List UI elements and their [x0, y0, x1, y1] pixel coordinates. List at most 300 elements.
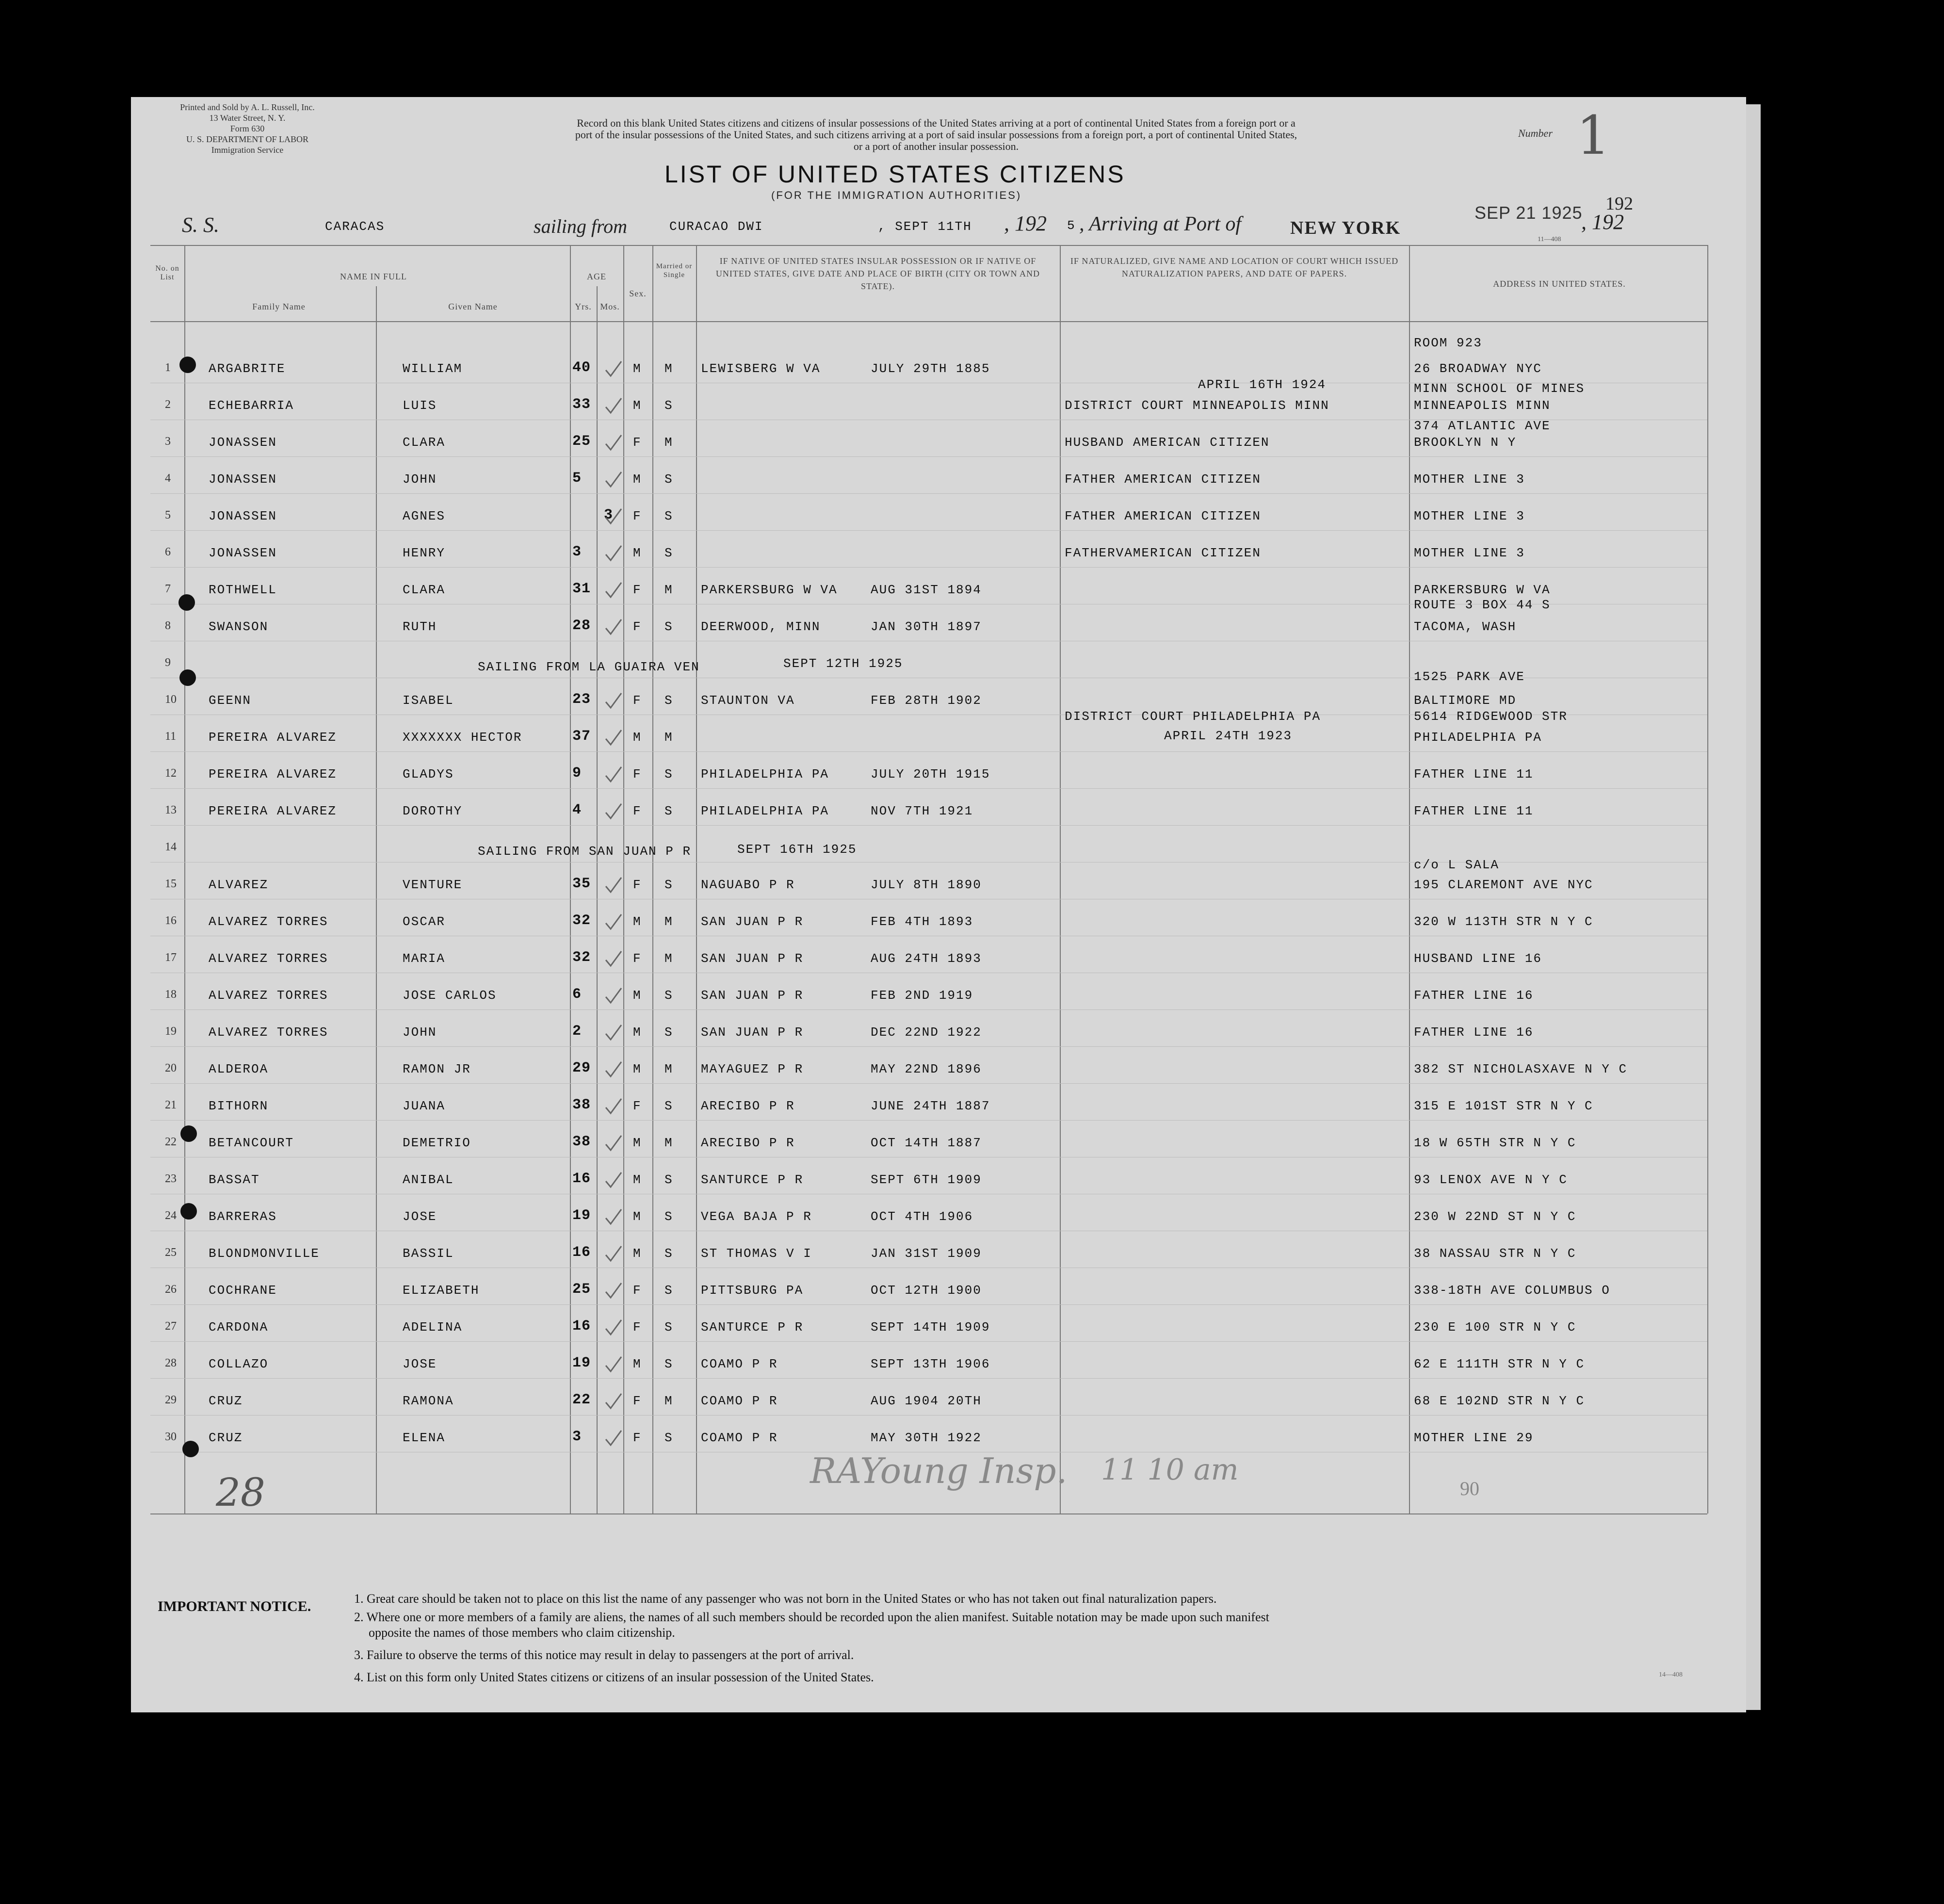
col-divider [597, 286, 598, 1513]
year-digit: 5 [1067, 218, 1076, 233]
row-rule [150, 1378, 1707, 1379]
sex: F [633, 1431, 642, 1445]
handwritten-time: 11 10 am [1101, 1453, 1239, 1487]
given-name: ELIZABETH [403, 1283, 480, 1298]
check-mark-icon [604, 802, 623, 821]
row-rule [150, 788, 1707, 789]
check-mark-icon [604, 912, 623, 932]
header-native: IF NATIVE OF UNITED STATES INSULAR POSSESSION OR IF NATIVE OF UNITED STATES, GIVE DATE AND PLACE OF BIRTH (CITY OR TOWN AND STATE). [715, 256, 1040, 291]
family-name: BITHORN [209, 1099, 269, 1113]
notice-item: 2. Where one or more members of a family are aliens, the names of all such members should be recorded upon the alien manifest. Suitable notation may be made upon such manifest [354, 1610, 1269, 1624]
birth-place: SAN JUAN P R [701, 1025, 804, 1040]
line-number: 18 [165, 988, 177, 1001]
line-number: 2 [165, 398, 171, 411]
row-rule [150, 1415, 1707, 1416]
check-mark-icon [604, 618, 623, 637]
header-name-in-full: NAME IN FULL [340, 272, 407, 281]
sex: F [633, 583, 642, 597]
given-name: ADELINA [403, 1320, 463, 1334]
sex: F [633, 693, 642, 708]
marital-status: S [664, 1431, 673, 1445]
naturalization-court: DISTRICT COURT PHILADELPHIA PA [1065, 709, 1321, 724]
address: 382 ST NICHOLASXAVE N Y C [1414, 1062, 1628, 1076]
address: PARKERSBURG W VA [1414, 583, 1551, 597]
line-number: 22 [165, 1136, 177, 1148]
family-name: COCHRANE [209, 1283, 277, 1298]
birth-place: VEGA BAJA P R [701, 1209, 812, 1224]
col-divider [184, 245, 185, 1513]
age-years: 31 [572, 581, 591, 597]
marital-status: S [664, 804, 673, 818]
address-extra: ROOM 923 [1414, 336, 1482, 350]
age-years: 33 [572, 396, 591, 413]
birth-date: AUG 1904 20TH [871, 1394, 982, 1408]
family-name: JONASSEN [209, 435, 277, 450]
sex: M [633, 730, 642, 745]
table-bottom-rule [150, 1513, 1707, 1514]
given-name: JOSE CARLOS [403, 988, 497, 1003]
age-years: 23 [572, 691, 591, 708]
marital-status: S [664, 509, 673, 523]
address: BROOKLYN N Y [1414, 435, 1517, 450]
birth-date: JULY 20TH 1915 [871, 767, 990, 781]
birth-date: JULY 8TH 1890 [871, 878, 982, 892]
punch-hole [178, 594, 195, 611]
sex: F [633, 1099, 642, 1113]
birth-date: AUG 24TH 1893 [871, 951, 982, 966]
line-number: 8 [165, 619, 171, 632]
birth-place: ST THOMAS V I [701, 1246, 812, 1261]
pencil-note: 90 [1460, 1478, 1479, 1499]
check-mark-icon [604, 507, 623, 526]
birth-date: AUG 31ST 1894 [871, 583, 982, 597]
sailing-date: , SEPT 11TH [878, 219, 972, 234]
line-number: 5 [165, 509, 171, 521]
header-naturalized: IF NATURALIZED, GIVE NAME AND LOCATION OF COURT WHICH ISSUED NATURALIZATION PAPERS, AND DATE OF PAPERS. [1070, 256, 1399, 278]
marital-status: M [664, 914, 673, 929]
marital-status: M [664, 583, 673, 597]
marital-status: M [664, 1136, 673, 1150]
address: MOTHER LINE 29 [1414, 1431, 1534, 1445]
family-name: PEREIRA ALVAREZ [209, 730, 337, 745]
given-name: MARIA [403, 951, 446, 966]
check-mark-icon [604, 1207, 623, 1227]
header-given-name: Given Name [448, 302, 498, 311]
check-mark-icon [604, 1355, 623, 1374]
age-years: 28 [572, 618, 591, 634]
ship-name: CARACAS [325, 219, 385, 234]
marital-status: M [664, 361, 673, 376]
naturalization: DISTRICT COURT MINNEAPOLIS MINN [1065, 398, 1329, 413]
port-to: NEW YORK [1290, 218, 1401, 238]
check-mark-icon [604, 1097, 623, 1116]
line-number: 10 [165, 693, 177, 706]
row-rule [150, 1009, 1707, 1010]
check-mark-icon [604, 691, 623, 711]
sex: F [633, 1320, 642, 1334]
family-name: COLLAZO [209, 1357, 269, 1371]
marital-status: S [664, 693, 673, 708]
check-mark-icon [604, 876, 623, 895]
birth-date: JAN 30TH 1897 [871, 619, 982, 634]
age-years: 9 [572, 765, 582, 781]
family-name: PEREIRA ALVAREZ [209, 804, 337, 818]
given-name: DEMETRIO [403, 1136, 471, 1150]
col-divider [570, 245, 571, 1513]
given-name: CLARA [403, 435, 446, 450]
age-years: 4 [572, 802, 582, 818]
age-years: 3 [572, 544, 582, 560]
birth-place: NAGUABO P R [701, 878, 795, 892]
line-number: 11 [165, 730, 177, 743]
marital-status: M [664, 730, 673, 745]
marital-status: S [664, 1099, 673, 1113]
check-mark-icon [604, 396, 623, 416]
age-years: 32 [572, 949, 591, 966]
age-years: 16 [572, 1244, 591, 1261]
birth-date: NOV 7TH 1921 [871, 804, 973, 818]
family-name: CRUZ [209, 1394, 243, 1408]
arriving-label: , Arriving at Port of [1079, 213, 1242, 235]
line-number: 4 [165, 472, 171, 485]
sex: F [633, 435, 642, 450]
sex: M [633, 1062, 642, 1076]
naturalization: FATHERVAMERICAN CITIZEN [1065, 546, 1261, 560]
given-name: GLADYS [403, 767, 454, 781]
line-number: 1 [165, 361, 171, 374]
sex: M [633, 546, 642, 560]
family-name: ALVAREZ TORRES [209, 1025, 328, 1040]
given-name: HENRY [403, 546, 446, 560]
age-years: 16 [572, 1171, 591, 1187]
birth-date: JUNE 24TH 1887 [871, 1099, 990, 1113]
check-mark-icon [604, 1244, 623, 1264]
family-name: ALVAREZ TORRES [209, 914, 328, 929]
row-rule [150, 530, 1707, 531]
col-divider [376, 286, 377, 1513]
header-family-name: Family Name [252, 302, 306, 311]
address: 26 BROADWAY NYC [1414, 361, 1542, 376]
family-name: JONASSEN [209, 509, 277, 523]
check-mark-icon [604, 359, 623, 379]
age-months: 3 [604, 507, 614, 523]
line-number: 25 [165, 1246, 177, 1259]
page-subtitle: (FOR THE IMMIGRATION AUTHORITIES) [771, 189, 1022, 201]
page-title: LIST OF UNITED STATES CITIZENS [664, 161, 1126, 188]
sex: M [633, 988, 642, 1003]
address: 230 W 22ND ST N Y C [1414, 1209, 1576, 1224]
given-name: JUANA [403, 1099, 446, 1113]
row-rule [150, 493, 1707, 494]
form-code: 11—408 [1538, 236, 1561, 243]
naturalization-date: APRIL 16TH 1924 [1198, 377, 1327, 392]
family-name: ROTHWELL [209, 583, 277, 597]
address: FATHER LINE 11 [1414, 767, 1534, 781]
corner-year: 192 [1605, 194, 1633, 214]
check-mark-icon [604, 470, 623, 489]
marital-status: S [664, 767, 673, 781]
family-name: ALVAREZ TORRES [209, 951, 328, 966]
given-name: OSCAR [403, 914, 446, 929]
birth-place: PITTSBURG PA [701, 1283, 804, 1298]
sailing-label: sailing from [534, 215, 627, 237]
birth-place: STAUNTON VA [701, 693, 795, 708]
line-number: 14 [165, 841, 177, 853]
sex: F [633, 509, 642, 523]
given-name: AGNES [403, 509, 446, 523]
sex: F [633, 878, 642, 892]
birth-date: SEPT 13TH 1906 [871, 1357, 990, 1371]
address: HUSBAND LINE 16 [1414, 951, 1542, 966]
header-yrs: Yrs. [575, 302, 592, 311]
marital-status: M [664, 951, 673, 966]
given-name: DOROTHY [403, 804, 463, 818]
age-years: 5 [572, 470, 582, 487]
printer-line: Immigration Service [211, 145, 284, 155]
sex: F [633, 1394, 642, 1408]
family-name: BASSAT [209, 1172, 260, 1187]
family-name: JONASSEN [209, 472, 277, 487]
birth-place: COAMO P R [701, 1431, 778, 1445]
sex: F [633, 767, 642, 781]
header-sex: Sex. [629, 289, 647, 298]
printer-line: Printed and Sold by A. L. Russell, Inc. [180, 102, 315, 112]
ss-label: S. S. [182, 213, 219, 237]
sex: F [633, 804, 642, 818]
address: 38 NASSAU STR N Y C [1414, 1246, 1576, 1261]
sex: M [633, 1209, 642, 1224]
check-mark-icon [604, 1318, 623, 1337]
address: BALTIMORE MD [1414, 693, 1517, 708]
marital-status: S [664, 1209, 673, 1224]
col-divider [1707, 245, 1708, 1513]
header-age: AGE [587, 272, 606, 281]
given-name: WILLIAM [403, 361, 463, 376]
family-name: BLONDMONVILLE [209, 1246, 320, 1261]
sailing-note: SAILING FROM LA GUAIRA VEN [478, 660, 700, 674]
check-mark-icon [604, 949, 623, 969]
address: FATHER LINE 11 [1414, 804, 1534, 818]
birth-place: COAMO P R [701, 1394, 778, 1408]
age-years: 40 [572, 359, 591, 376]
sailing-note-date: SEPT 12TH 1925 [783, 656, 903, 671]
address: 320 W 113TH STR N Y C [1414, 914, 1593, 929]
birth-date: OCT 14TH 1887 [871, 1136, 982, 1150]
sex: M [633, 914, 642, 929]
given-name: RAMON JR [403, 1062, 471, 1076]
header-married-single: Married or Single [656, 262, 693, 279]
given-name: JOSE [403, 1357, 437, 1371]
punch-hole [180, 1203, 197, 1220]
number-value: 1 [1576, 104, 1610, 166]
sex: M [633, 1136, 642, 1150]
notice-item: 4. List on this form only United States citizens or citizens of an insular possession of the United States. [354, 1670, 874, 1684]
birth-place: SAN JUAN P R [701, 951, 804, 966]
year-prefix: , 192 [1004, 212, 1047, 235]
header-line-no: No. on List [155, 264, 179, 281]
table-top-rule [150, 245, 1707, 246]
birth-date: MAY 22ND 1896 [871, 1062, 982, 1076]
col-divider [623, 245, 624, 1513]
printer-line: Form 630 [230, 124, 265, 133]
given-name: CLARA [403, 583, 446, 597]
header-bottom-rule [150, 321, 1707, 322]
birth-date: FEB 2ND 1919 [871, 988, 973, 1003]
family-name: CARDONA [209, 1320, 269, 1334]
naturalization: FATHER AMERICAN CITIZEN [1065, 472, 1261, 487]
line-number: 20 [165, 1062, 177, 1074]
birth-date: DEC 22ND 1922 [871, 1025, 982, 1040]
notice-item: 1. Great care should be taken not to place on this list the name of any passenger who was not born in the United States or who has not taken out final naturalization papers. [354, 1592, 1217, 1606]
birth-place: ARECIBO P R [701, 1136, 795, 1150]
line-number: 30 [165, 1431, 177, 1443]
handwritten-count: 28 [216, 1470, 265, 1515]
sex: M [633, 398, 642, 413]
instruction-line: port of the insular possessions of the United States, and such citizens arriving at a port of said insular possessions from a foreign port, a port of continental United States, [575, 129, 1297, 141]
marital-status: S [664, 1025, 673, 1040]
age-years: 6 [572, 986, 582, 1003]
birth-date: OCT 12TH 1900 [871, 1283, 982, 1298]
manifest-sheet [131, 97, 1746, 1712]
family-name: JONASSEN [209, 546, 277, 560]
line-number: 21 [165, 1099, 177, 1111]
age-years: 3 [572, 1429, 582, 1445]
marital-status: S [664, 1357, 673, 1371]
row-rule [150, 456, 1707, 457]
address: FATHER LINE 16 [1414, 1025, 1534, 1040]
check-mark-icon [604, 1281, 623, 1301]
marital-status: S [664, 1283, 673, 1298]
address-extra: MINN SCHOOL OF MINES [1414, 381, 1585, 396]
address: 195 CLAREMONT AVE NYC [1414, 878, 1593, 892]
marital-status: S [664, 398, 673, 413]
family-name: BETANCOURT [209, 1136, 294, 1150]
sex: F [633, 619, 642, 634]
address: 230 E 100 STR N Y C [1414, 1320, 1576, 1334]
punch-hole [179, 357, 196, 373]
line-number: 29 [165, 1394, 177, 1406]
age-years: 22 [572, 1392, 591, 1408]
naturalization: FATHER AMERICAN CITIZEN [1065, 509, 1261, 523]
col-divider [1060, 245, 1061, 1513]
age-years: 16 [572, 1318, 591, 1334]
sex: F [633, 1283, 642, 1298]
number-label: Number [1518, 127, 1553, 139]
address: PHILADELPHIA PA [1414, 730, 1542, 745]
instruction-line: or a port of another insular possession. [853, 140, 1019, 152]
birth-place: LEWISBERG W VA [701, 361, 821, 376]
birth-place: PHILADELPHIA PA [701, 804, 829, 818]
notice-item: opposite the names of those members who claim citizenship. [369, 1626, 675, 1640]
age-years: 19 [572, 1355, 591, 1371]
given-name: JOHN [403, 1025, 437, 1040]
punch-hole [179, 669, 196, 686]
line-number: 9 [165, 656, 171, 669]
inspector-signature: RAYoung Insp. [810, 1450, 1068, 1491]
family-name: ECHEBARRIA [209, 398, 294, 413]
address-extra: c/o L SALA [1414, 858, 1500, 872]
check-mark-icon [604, 1060, 623, 1079]
address: 338-18TH AVE COLUMBUS O [1414, 1283, 1610, 1298]
address: 68 E 102ND STR N Y C [1414, 1394, 1585, 1408]
port-from: CURACAO DWI [669, 219, 763, 234]
check-mark-icon [604, 728, 623, 748]
age-years: 38 [572, 1134, 591, 1150]
family-name: BARRERAS [209, 1209, 277, 1224]
birth-place: MAYAGUEZ P R [701, 1062, 804, 1076]
marital-status: S [664, 1320, 673, 1334]
instructions [403, 117, 1470, 152]
address: MOTHER LINE 3 [1414, 472, 1525, 487]
given-name: XXXXXXX HECTOR [403, 730, 522, 745]
given-name: ANIBAL [403, 1172, 454, 1187]
sex: M [633, 1025, 642, 1040]
address-extra: 5614 RIDGEWOOD STR [1414, 709, 1568, 724]
birth-date: MAY 30TH 1922 [871, 1431, 982, 1445]
check-mark-icon [604, 1392, 623, 1411]
birth-date: FEB 4TH 1893 [871, 914, 973, 929]
line-number: 16 [165, 914, 177, 927]
birth-place: DEERWOOD, MINN [701, 619, 821, 634]
birth-date: FEB 28TH 1902 [871, 693, 982, 708]
birth-place: PHILADELPHIA PA [701, 767, 829, 781]
check-mark-icon [604, 544, 623, 563]
birth-place: PARKERSBURG W VA [701, 583, 838, 597]
line-number: 28 [165, 1357, 177, 1369]
sex: M [633, 1172, 642, 1187]
birth-date: SEPT 14TH 1909 [871, 1320, 990, 1334]
age-years: 29 [572, 1060, 591, 1076]
sex: M [633, 1246, 642, 1261]
line-number: 27 [165, 1320, 177, 1333]
printer-line: 13 Water Street, N. Y. [209, 113, 286, 123]
given-name: ELENA [403, 1431, 446, 1445]
naturalization-date: APRIL 24TH 1923 [1164, 729, 1293, 743]
family-name: ALVAREZ TORRES [209, 988, 328, 1003]
birth-place: ARECIBO P R [701, 1099, 795, 1113]
address-extra: ROUTE 3 BOX 44 S [1414, 598, 1551, 612]
line-number: 6 [165, 546, 171, 558]
given-name: VENTURE [403, 878, 463, 892]
row-rule [150, 825, 1707, 826]
line-number: 23 [165, 1172, 177, 1185]
birth-place: COAMO P R [701, 1357, 778, 1371]
age-years: 38 [572, 1097, 591, 1113]
given-name: LUIS [403, 398, 437, 413]
sex: F [633, 951, 642, 966]
sailing-note-date: SEPT 16TH 1925 [737, 842, 857, 857]
col-divider [696, 245, 697, 1513]
line-number: 12 [165, 767, 177, 780]
address: 315 E 101ST STR N Y C [1414, 1099, 1593, 1113]
address-extra: 374 ATLANTIC AVE [1414, 419, 1551, 433]
age-years: 35 [572, 876, 591, 892]
given-name: BASSIL [403, 1246, 454, 1261]
address: MOTHER LINE 3 [1414, 509, 1525, 523]
check-mark-icon [604, 765, 623, 784]
instruction-line: Record on this blank United States citizens and citizens of insular possessions of the United States arriving at a port of continental United States from a foreign port or a [577, 117, 1296, 129]
row-rule [150, 567, 1707, 568]
notice-heading: IMPORTANT NOTICE. [158, 1598, 311, 1614]
naturalization: HUSBAND AMERICAN CITIZEN [1065, 435, 1270, 450]
row-rule [150, 1341, 1707, 1342]
birth-place: SAN JUAN P R [701, 914, 804, 929]
printer-line: U. S. DEPARTMENT OF LABOR [186, 134, 308, 144]
marital-status: S [664, 1246, 673, 1261]
sex: M [633, 1357, 642, 1371]
age-years: 25 [572, 433, 591, 450]
col-divider [652, 245, 653, 1513]
